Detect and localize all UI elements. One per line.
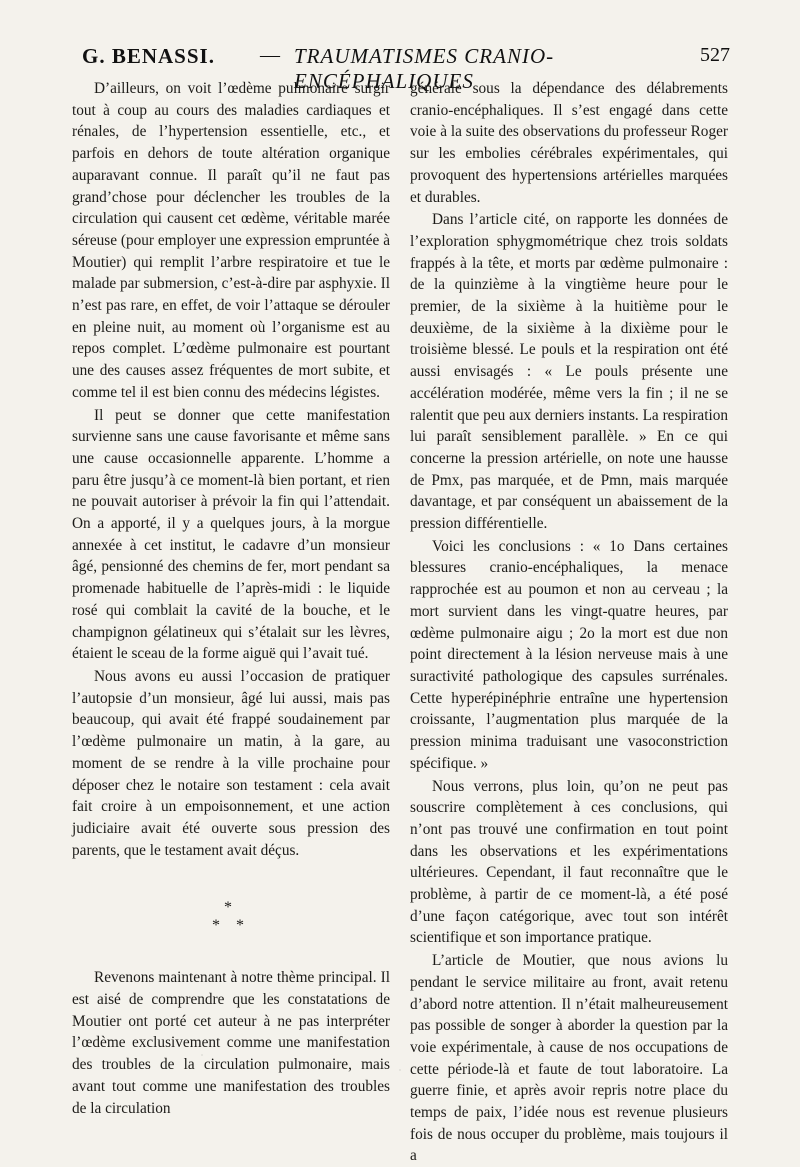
- separator-top-star: *: [224, 899, 238, 917]
- header-dash: —: [260, 44, 280, 66]
- right-column: [410, 78, 728, 1167]
- right-paragraph-1: générale sous la dépendance des délabrements cranio-encéphaliques. Il s’est engagé dans cette voie à la suite des observations du professeur Roger sur les embolies cérébrales expérimentales, qui provoquent des hypertensions artérielles marquées et durables.: [410, 80, 728, 206]
- left-paragraph-1: D’ailleurs, on voit l’œdème pulmonaire surgir tout à coup au cours des maladies cardiaques et rénales, de l’hypertension essentielle, etc., et parfois en dehors de toute altération organique auparavant connue. Il paraît qu’il ne faut pas grand’chose pour déclencher les troubles de la circulation qui causent cet œdème, véritable marée séreuse (pour employer une expression empruntée à Moutier) qui remplit l’arbre respiratoire et tue le malade par submersion, c’est-à-dire par asphyxie. Il n’est pas rare, en effet, de voir l’attaque se dérouler en pleine nuit, au moment où l’organisme est au repos complet. L’œdème pulmonaire est pourtant une des causes assez fréquentes de mort subite, et comme tel il est bien connu des médecins légistes.: [72, 80, 390, 401]
- running-header: [82, 44, 730, 93]
- section-separator: [72, 899, 390, 935]
- left-paragraph-4: Revenons maintenant à notre thème principal. Il est aisé de comprendre que les constatations de Moutier ont porté cet auteur à ne pas interpréter l’œdème exclusivement comme une manifestation des troubles de la circulation pulmonaire, mais avant tout comme une manifestation des troubles de la circulation: [72, 969, 390, 1117]
- header-author: G. BENASSI.: [82, 44, 215, 68]
- right-paragraph-3: Voici les conclusions : « 1o Dans certaines blessures cranio-encéphaliques, la menace rapprochée est au poumon et non au cerveau ; la mort survient dans les vingt-quatre heures, par œdème pulmonaire aigu ; 2o la mort est due non point directement à la lésion nerveuse mais à une suractivité pathologique des capsules surrénales. Cette hyperépinéphrie entraîne une hypertension croissante, l’augmentation plus marquée de la pression minima traduisant une vasoconstriction spécifique. »: [410, 537, 728, 772]
- scan-speckle: [70, 1040, 730, 1090]
- left-paragraph-2: Il peut se donner que cette manifestation survienne sans une cause favorisante et même sans une cause occasionnelle apparente. L’homme a paru être jusqu’à ce moment-là bien portant, et rien ne pouvait autoriser à prévoir la fin qui l’attendait. On a apporté, il y a quelques jours, à la morgue annexée à cet institut, le cadavre d’un monsieur âgé, pensionné des chemins de fer, mort pendant sa promenade habituelle de l’après-midi : le liquide rosé qui comblait la cavité de la bouche, et le champignon gélatineux qui s’étalait sur les lèvres, étaient le sceau de la forme aiguë qui l’avait tué.: [72, 406, 390, 663]
- left-paragraph-3: Nous avons eu aussi l’occasion de pratiquer l’autopsie d’un monsieur, âgé lui aussi, mais pas beaucoup, qui avait été frappé soudainement par l’œdème pulmonaire un matin, à la gare, au moment de se rendre à la ville prochaine pour déposer chez le notaire son testament : cela avait fait croire à un empoisonnement, et une action judiciaire avait été ouverte sous pression des parents, que le testament avait déçus.: [72, 667, 390, 859]
- right-paragraph-5: L’article de Moutier, que nous avions lu pendant le service militaire au front, avait retenu d’abord notre attention. Il n’était malheureusement pas possible de songer à aborder la question par la voie expérimentale, à cause de nos occupations de cette période-là et faute de tout laboratoire. La guerre finie, et après avoir repris notre place du temps de paix, l’idée nous est revenue plusieurs fois de nous occuper du problème, mais toujours il a: [410, 952, 728, 1165]
- right-paragraph-2: Dans l’article cité, on rapporte les données de l’exploration sphygmométrique chez trois soldats frappés à la tête, et morts par œdème pulmonaire : de la quinzième à la vingtième heure pour le premier, de la sixième à la huitième pour le deuxième, de la sixième à la dixième pour le troisième blessé. Le pouls et la respiration ont été aussi envisagés : « Le pouls présente une accélération modérée, même vers la fin ; il ne se ralentit que peu aux derniers instants. La respiration lui paraît sensiblement parallèle. » En ce qui concerne la pression artérielle, on note une hausse de Pmx, pas marquée, et de Pmn, mais marquée davantage, et par conséquent un abaissement de la pression différentielle.: [410, 211, 728, 533]
- separator-bottom-stars: * *: [212, 917, 250, 935]
- right-paragraph-4: Nous verrons, plus loin, qu’on ne peut pas souscrire complètement à ces conclusions, qui n’ont pas trouvé une confirmation en tout point dans les observations et les expérimentations ultérieures. Cependant, il faut reconnaître que le problème, à partir de ce moment-là, a été posé d’une façon catégorique, avec tout son intérêt scientifique et son importance pratique.: [410, 777, 728, 947]
- page-number: 527: [700, 44, 730, 66]
- header-title: TRAUMATISMES CRANIO-ENCÉPHALIQUES: [294, 44, 555, 93]
- left-column: [72, 78, 390, 1119]
